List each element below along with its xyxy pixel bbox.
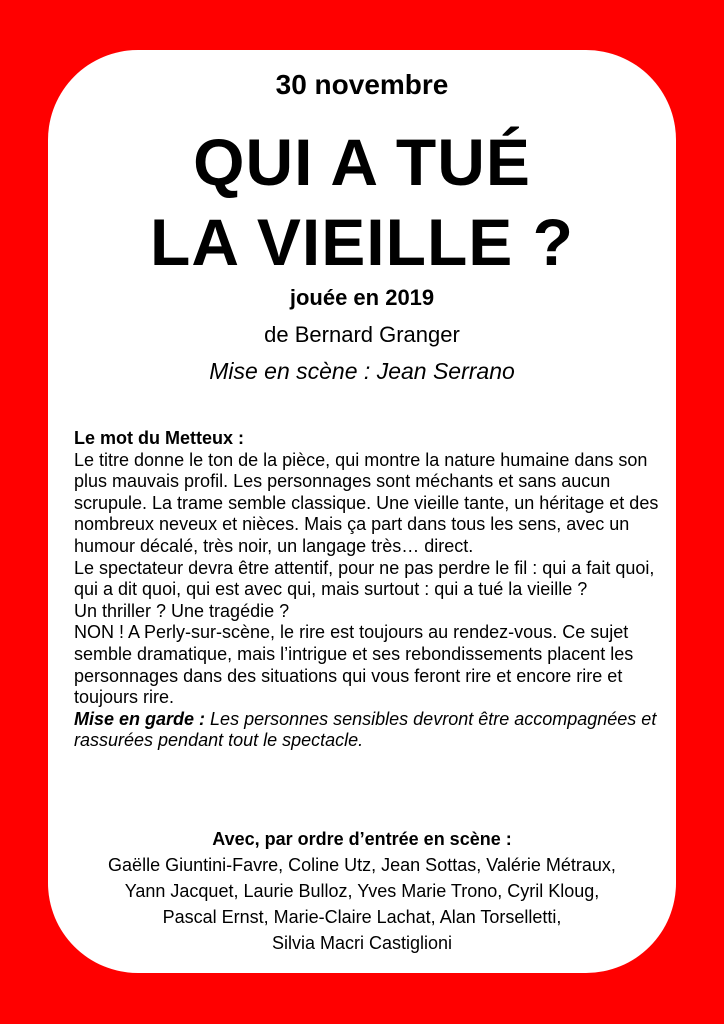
play-title	[0, 122, 724, 282]
cast-heading: Avec, par ordre d’entrée en scène :	[212, 829, 512, 849]
director-note-paragraph-1: Le titre donne le ton de la pièce, qui montre la nature humaine dans son plus mauvais profil. Les personnages sont méchants et sans aucun scrupule. La trame semble classique. Une vieille tante, un héritage et des nombreux neveux et nièces. Mais ça part dans tous les sens, avec un humour décalé, très noir, un langage très… direct.	[74, 449, 659, 556]
director-note-heading: Le mot du Metteux :	[74, 428, 244, 448]
director-note	[74, 428, 664, 752]
cast-line-1: Gaëlle Giuntini-Favre, Coline Utz, Jean Sottas, Valérie Métraux,	[108, 855, 616, 875]
stage-director: Mise en scène : Jean Serrano	[209, 358, 515, 384]
play-title-line-2: LA VIEILLE ?	[150, 205, 574, 279]
play-author: de Bernard Granger	[264, 322, 460, 347]
cast-line-4: Silvia Macri Castiglioni	[271, 933, 453, 953]
performance-date: 30 novembre	[275, 69, 449, 100]
cast-line-3: Pascal Ernst, Marie-Claire Lachat, Alan Torselletti,	[162, 907, 562, 927]
performance-year: jouée en 2019	[289, 285, 435, 310]
director-note-paragraph-2: Le spectateur devra être attentif, pour ne pas perdre le fil : qui a fait quoi, qui a dit quoi, qui est avec qui, mais surtout : qui a tué la vieille ?	[74, 557, 655, 600]
director-note-paragraph-3: Un thriller ? Une tragédie ?	[74, 600, 290, 621]
warning-label: Mise en garde :	[74, 708, 206, 729]
play-title-line-1: QUI A TUÉ	[193, 125, 531, 199]
cast-section	[0, 826, 724, 956]
warning-text: Les personnes sensibles devront être accompagnées et rassurées pendant tout le spectacle.	[74, 708, 657, 751]
cast-line-2: Yann Jacquet, Laurie Bulloz, Yves Marie Trono, Cyril Kloug,	[124, 881, 600, 901]
director-note-paragraph-4: NON ! A Perly-sur-scène, le rire est toujours au rendez-vous. Ce sujet semble dramatique, mais l’intrigue et ses rebondissements placent les personnages dans des situations qui vous feront rire et encore rire et toujours rire.	[74, 622, 634, 708]
warning	[74, 709, 664, 752]
